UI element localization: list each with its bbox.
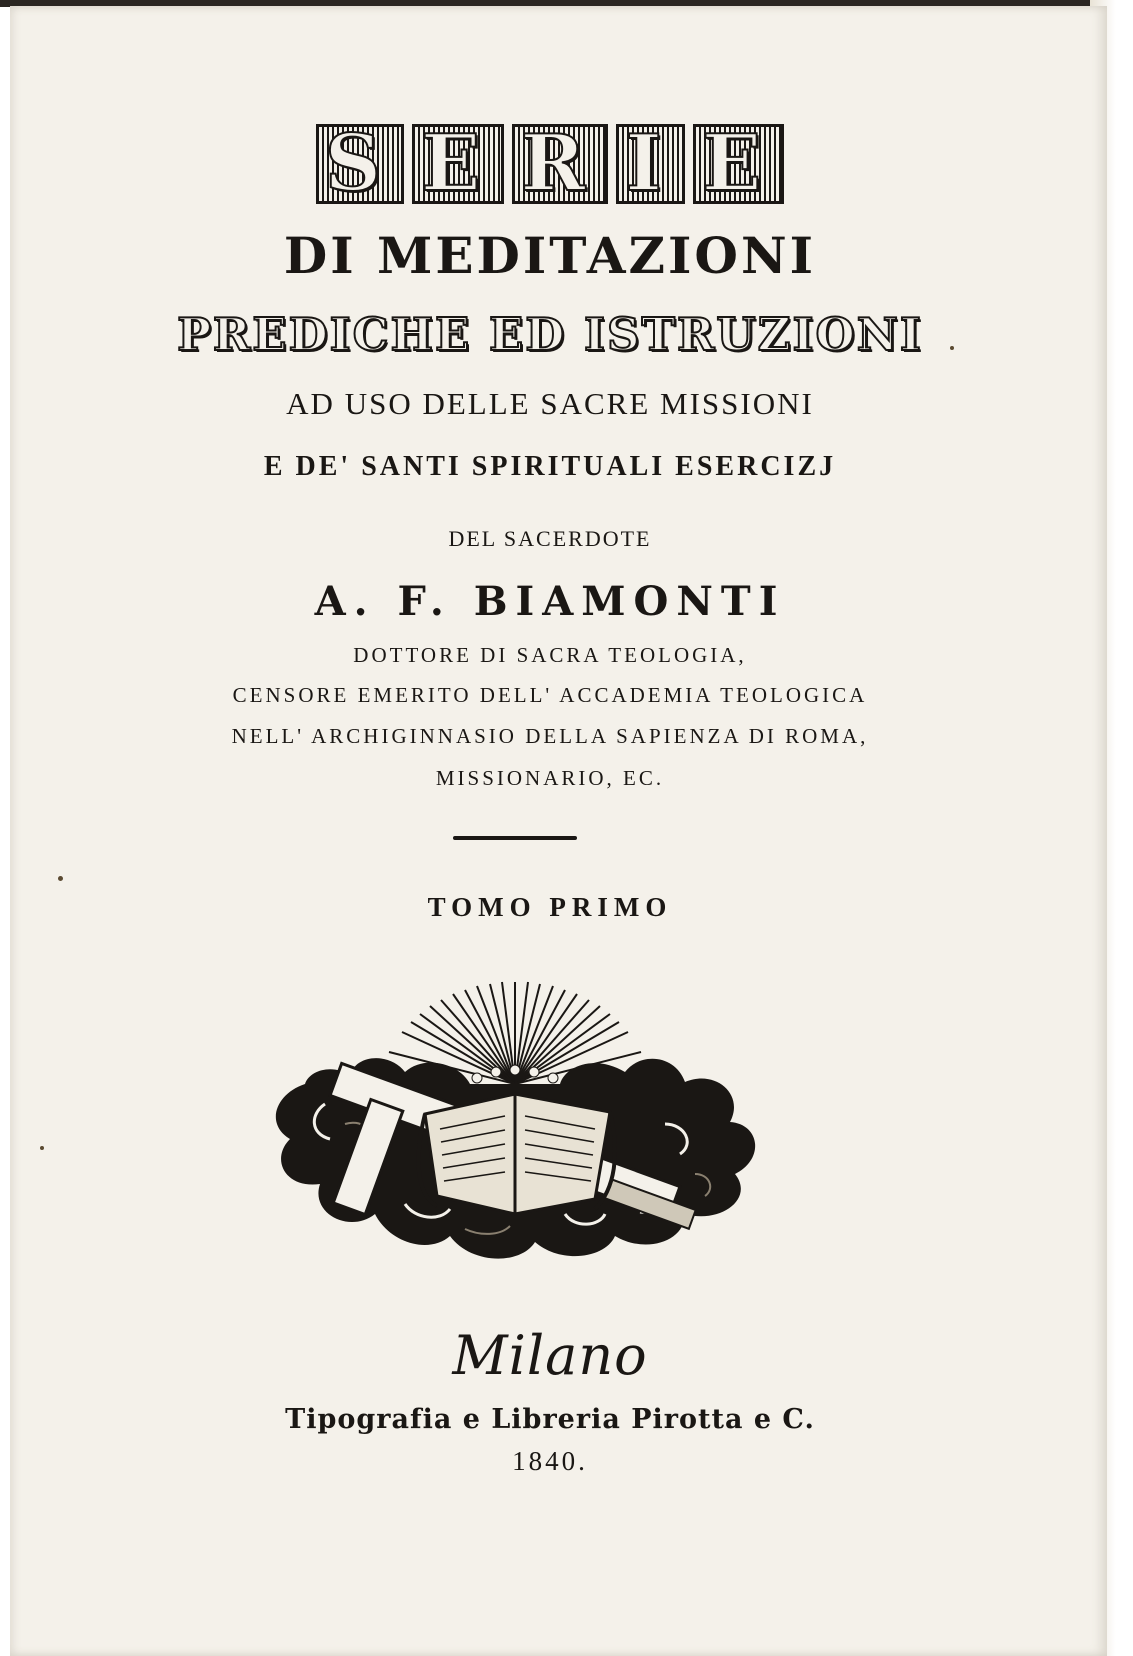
subtitle-line-4: E DE' SANTI SPIRITUALI ESERCIZJ [263,451,837,482]
title-page-paper [10,6,1107,1656]
open-book-icon [419,1094,615,1214]
decorative-rule [453,836,577,840]
title-letter: E [693,124,784,204]
author-credential: CENSORE EMERITO DELL' ACCADEMIA TEOLOGICA [232,683,868,707]
author-name: A. F. BIAMONTI [314,578,786,625]
title-letter: E [412,124,503,204]
book-cross-vignette-icon [265,974,765,1274]
title-letter: R [512,124,609,204]
paper-speck [58,876,63,881]
paper-speck [950,346,954,350]
author-credential: NELL' ARCHIGINNASIO DELLA SAPIENZA DI ROMA, [231,724,869,748]
paper-speck [40,1146,44,1150]
title-letter: S [316,124,404,204]
author-credential: DOTTORE DI SACRA TEOLOGIA, [353,643,747,667]
subtitle-line-1: DI MEDITAZIONI [283,226,817,285]
subtitle-line-3: AD USO DELLE SACRE MISSIONI [286,386,814,421]
volume-label: TOMO PRIMO [427,892,673,922]
author-prefix: DEL SACERDOTE [448,526,652,551]
book-title [10,118,1090,209]
publication-year: 1840. [512,1446,588,1476]
subtitle-line-2: PREDICHE ED ISTRUZIONI [177,308,923,361]
publication-place: Milano [452,1324,648,1387]
author-credential: MISSIONARIO, EC. [435,766,665,790]
title-letter: I [616,124,685,204]
publisher: Tipografia e Libreria Pirotta e C. [285,1404,815,1435]
